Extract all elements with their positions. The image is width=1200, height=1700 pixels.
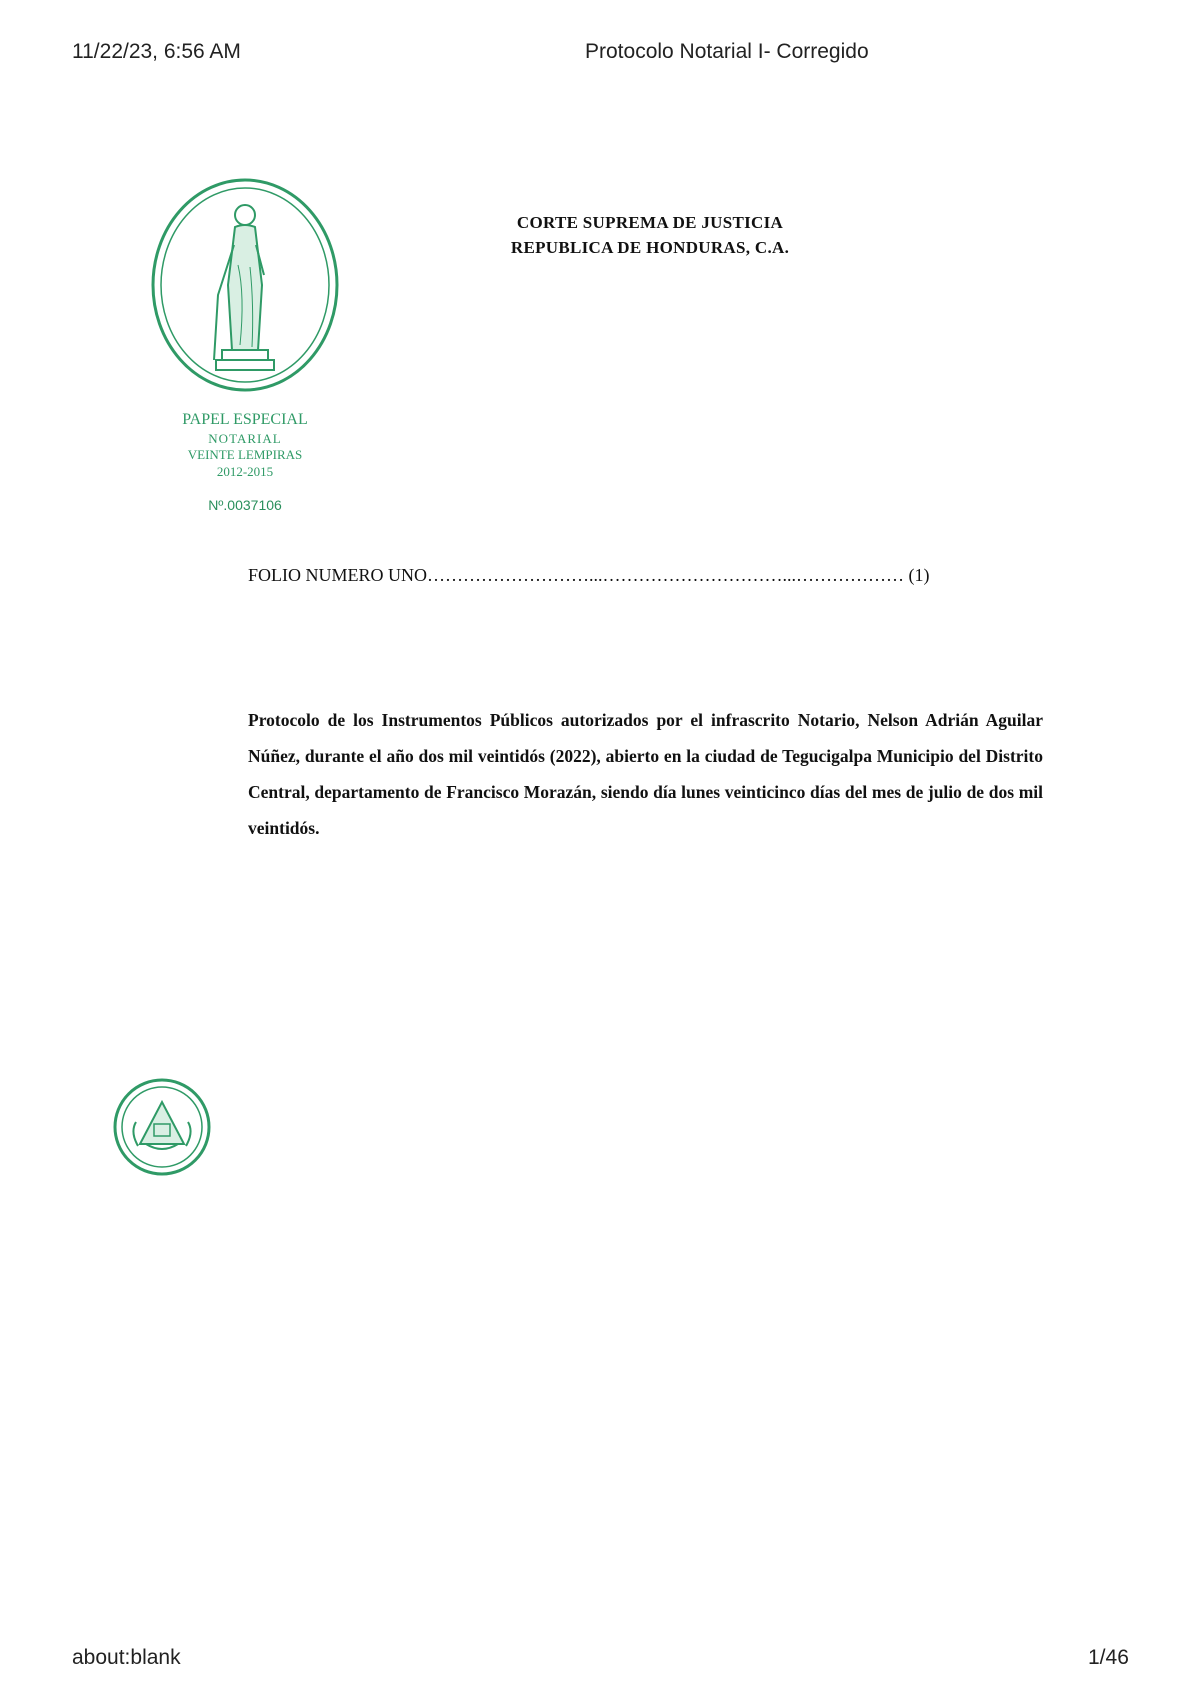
print-datetime: 11/22/23, 6:56 AM: [72, 40, 241, 63]
honduras-coat-of-arms-icon: [110, 1072, 215, 1182]
protocol-paragraph: Protocolo de los Instrumentos Públicos autorizados por el infrascrito Notario, Nelson Adrián Aguilar Núñez, durante el año dos mil veintidós (2022), abierto en la ciudad de Tegucigalpa Municipio del Distrito Central, departamento de Francisco Morazán, siendo día lunes veinticinco días del mes de julio de dos mil veintidós.: [248, 710, 1043, 838]
print-page-number: 1/46: [1088, 1646, 1129, 1669]
stamp-line-3: VEINTE LEMPIRAS: [187, 447, 303, 462]
stamp-line-1: PAPEL ESPECIAL: [182, 411, 308, 428]
stamp-line-2: NOTARIAL: [208, 431, 282, 446]
court-name: CORTE SUPREMA DE JUSTICIA: [516, 213, 784, 232]
notarial-stamp: [130, 175, 360, 520]
justice-statue-seal-icon: [130, 175, 360, 400]
stamp-serial-number: Nº.0037106: [208, 497, 282, 513]
court-heading: [430, 210, 870, 260]
national-emblem: [110, 1072, 215, 1182]
print-document-title: Protocolo Notarial I- Corregido: [585, 40, 869, 63]
print-url: about:blank: [72, 1646, 181, 1669]
republic-name: REPUBLICA DE HONDURAS, C.A.: [510, 238, 790, 257]
folio-number: FOLIO NUMERO UNO………………………...…………………………...……………… (1): [248, 565, 930, 585]
stamp-line-4: 2012-2015: [216, 464, 274, 479]
